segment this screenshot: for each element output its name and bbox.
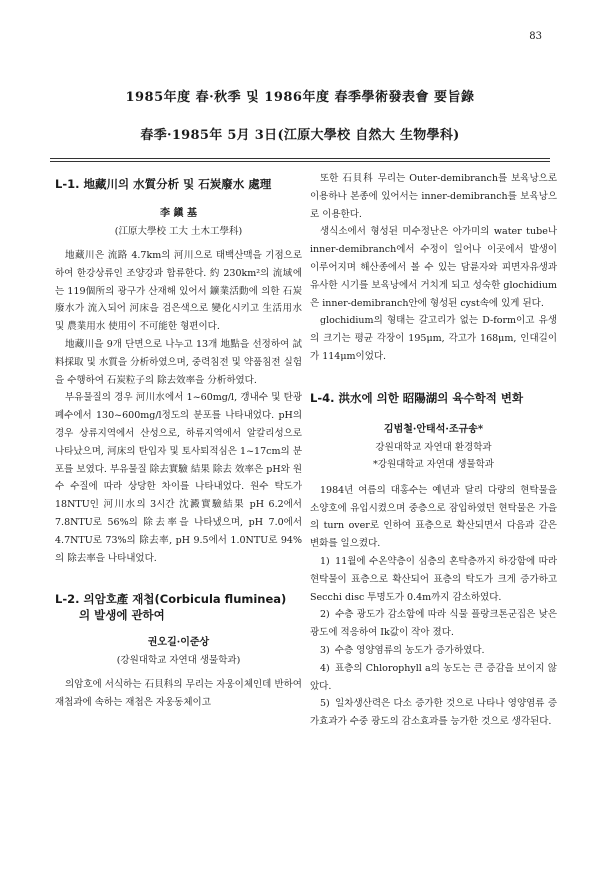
list-text: 수층 광도가 감소함에 따라 식물 플랑크톤군집은 낮은 광도에 적응하여 Ik값이 작아 졌다. [310,609,557,639]
header-rule-bottom [50,161,550,162]
paragraph: 또한 石貝科 무리는 Outer-demibranch를 보육낭으로 이용하나 본종에 있어서는 inner-demibranch를 보육낭으로 이용한다. [310,173,557,220]
list-item [310,606,557,642]
abstract-l4 [310,390,557,731]
abstract-title: L-4. 洪水에 의한 昭陽湖의 육수학적 변화 [310,390,524,405]
list-number: 4) [320,662,330,674]
proceedings-title: 1985年度 春·秋季 및 1986年度 春季學術發表會 要旨錄 [125,90,475,105]
abstract-title-line: L-2. 의암호產 재첩(Corbicula fluminea) [55,592,287,607]
list-text: 11월에 수온약층이 심층의 혼탁층까지 하강함에 따라 현탁물이 표층으로 확산되어 표층의 탁도가 크게 증가하고 Secchi disc 투명도가 0.4m까지 감소하였다. [310,555,557,603]
abstract-title: L-1. 地藏川의 水質分析 및 石炭廢水 處理 [55,177,272,191]
right-column [310,170,557,731]
list-item [310,695,557,731]
abstract-l1 [55,176,302,567]
abstract-title-line: 의 발생에 관하여 [79,608,165,623]
list-text: 표층의 Chlorophyll a의 농도는 큰 증감을 보이지 않았다. [310,662,557,692]
paragraph: 地藏川은 流路 4.7km의 河川으로 태백산맥을 기점으로 하여 한강상류인 조양강과 합류한다. 約 230km²의 流域에는 119個所의 광구가 산재해 있어서 鑛業活動에 의한 石炭廢水가 流入되어 河床을 검은색으로 變化시키고 生活用水 및 農業用水 使用이 不可能한 형편이다. [55,250,302,333]
list-number: 3) [320,644,330,656]
paragraph: 생식소에서 형성된 미수정난은 아가미의 water tube나 inner-demibranch에서 수정이 일어나 이곳에서 발생이 이루어지며 해산종에서 볼 수 있는 담륜자와 피면자유생과 유사한 시기를 보육낭에서 거치게 되고 성숙한 glochidium은 inner-demibranch안에 형성된 cyst속에 있게 된다. [310,226,557,309]
session-date-venue: 春季·1985年 5月 3日(江原大學校 自然大 生物學科) [140,128,460,143]
list-text: 수층 영양염류의 농도가 증가하였다. [334,644,485,656]
abstract-title [55,591,302,623]
paragraph: glochidium의 형태는 갈고리가 없는 D-form이고 유생의 크기는 평균 각장이 195μm, 각고가 168μm, 인대길이가 114μm이었다. [310,315,557,362]
list-number: 5) [320,698,330,710]
paragraph: 의암호에 서식하는 石貝科의 무리는 자웅이체인데 반하여 재첩과에 속하는 재첩은 자웅동체이고 [55,679,302,709]
list-item [310,660,557,696]
header-rule-top [50,158,550,159]
paragraph: 1984년 여름의 대홍수는 예년과 달리 다량의 현탁물을 소양호에 유입시켰으며 중층으로 잠입하였던 현탁물은 가을의 turn over로 인하여 표층으로 확산되면서 다음과 같은 변화를 일으켰다. [310,484,557,550]
affiliation: (강원대학교 자연대 생물학과) [116,655,241,667]
author: 김범철·안태석·조규송* [383,423,484,435]
affiliation: (江原大學校 工大 土木工學科) [114,226,243,237]
abstract-l2 [55,591,302,712]
findings-list [310,553,557,731]
list-item [310,553,557,606]
paragraph: 부유물질의 경우 河川水에서 1~60mg/l, 갱내수 및 탄광 폐수에서 130~600mg/l정도의 분포를 나타내었다. pH의 경우 상류지역에서 산성으로, 하류지역에서 알칼리성으로 나타났으며, 河床의 탄입자 및 토사퇴적심은 1~17cm의 분포를 보였다. 부유물질 除去實驗 結果 除去 效率은 pH와 원수 수질에 따라 상당한 차이를 나타내었다. 원수 탁도가 18NTU인 河川水의 3시간 沈澱實驗結果 pH 6.2에서 7.8NTU로 56%의 除去率을 나타냈으며, pH 7.0에서 4.7NTU로 73%의 除去率, pH 9.5에서 1.0NTU로 94%의 除去率을 나타내었다. [55,392,302,564]
page-number: 83 [529,31,542,42]
list-text: 일차생산력은 다소 증가한 것으로 나타나 영양염류 증가효과가 수중 광도의 감소효과를 능가한 것으로 생각된다. [310,698,557,728]
list-number: 2) [320,609,330,621]
list-number: 1) [320,555,330,567]
left-column [55,170,302,712]
abstract-l2-continued [310,170,557,366]
author: 李 鎭 基 [160,208,197,219]
affiliation: 강원대학교 자연대 환경학과 [375,441,492,453]
paragraph: 地藏川을 9개 단면으로 나누고 13개 地點을 선정하여 試料採取 및 水質을 分析하였으며, 중력침전 및 약품침전 실험을 수행하여 石炭粒子의 除去效率을 分析하였다. [55,338,302,386]
affiliation: *강원대학교 자연대 생물학과 [373,458,494,470]
list-item [310,642,557,660]
author: 권오길·이준상 [147,637,210,649]
